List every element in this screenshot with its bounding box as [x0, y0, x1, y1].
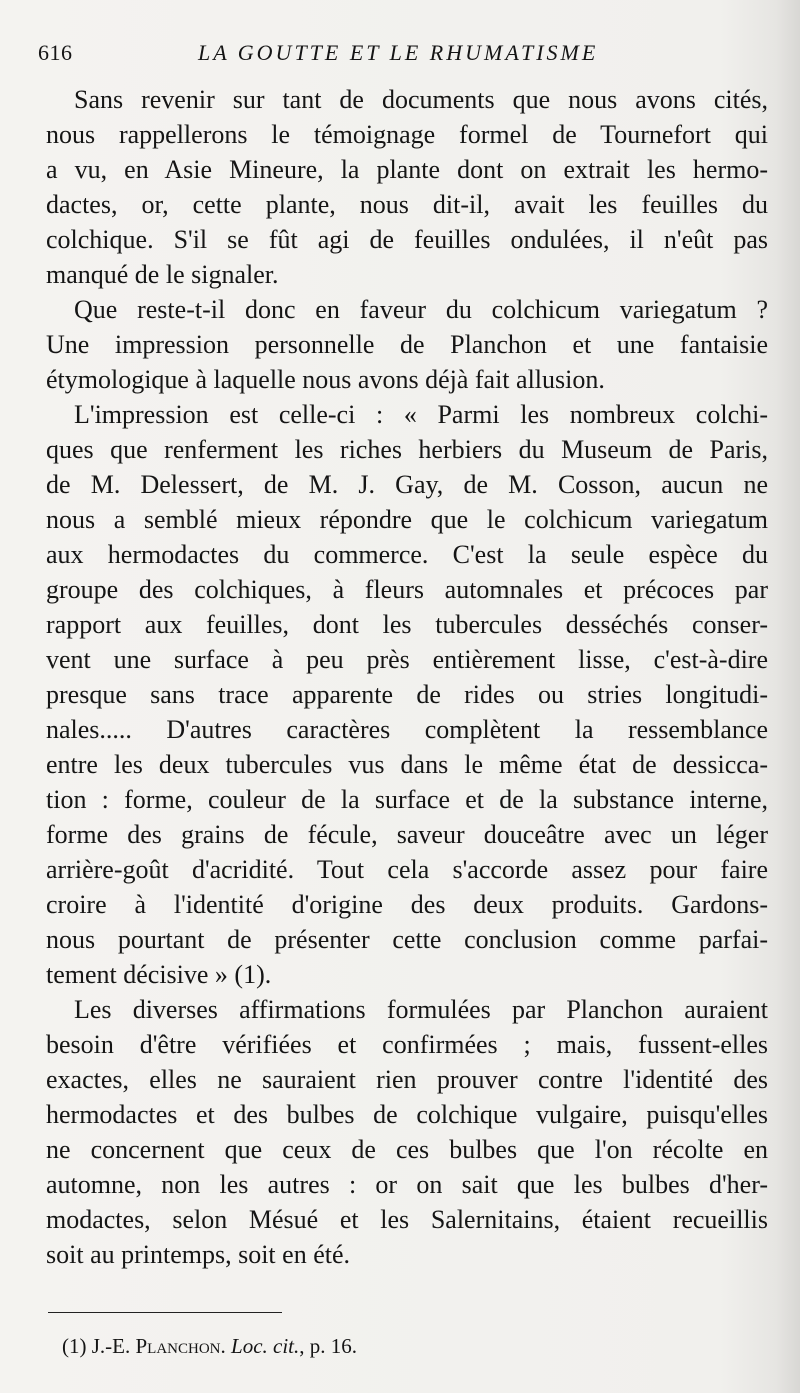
text-line: ques que renferment les riches herbiers du Museum de Paris,: [46, 435, 768, 464]
footnote-marker: (1): [62, 1334, 87, 1358]
text-line: entre les deux tubercules vus dans le même état de dessicca-: [46, 750, 768, 779]
text-line: presque sans trace apparente de rides ou stries longitudi-: [46, 680, 768, 709]
text-line: hermodactes et des bulbes de colchique vulgaire, puisqu'elles: [46, 1100, 768, 1129]
text-line: Les diverses affirmations formulées par Planchon auraient: [74, 995, 768, 1024]
footnote-rule: [48, 1312, 282, 1313]
text-line: vent une surface à peu près entièrement lisse, c'est-à-dire: [46, 645, 768, 674]
footnote: [62, 1332, 742, 1360]
text-line: tement décisive » (1).: [46, 960, 272, 989]
footnote-author: J.-E. Planchon.: [91, 1334, 226, 1358]
text-line: nous rappellerons le témoignage formel de Tournefort qui: [46, 120, 768, 149]
text-line: de M. Delessert, de M. J. Gay, de M. Cosson, aucun ne: [46, 470, 768, 499]
text-line: Que reste-t-il donc en faveur du colchicum variegatum ?: [74, 295, 768, 324]
text-line: exactes, elles ne sauraient rien prouver contre l'identité des: [46, 1065, 768, 1094]
text-line: automne, non les autres : or on sait que les bulbes d'her-: [46, 1170, 768, 1199]
footnote-page: , p. 16.: [299, 1334, 358, 1358]
page-number: 616: [38, 40, 73, 65]
footnote-reference: Loc. cit.: [231, 1334, 300, 1358]
text-line: croire à l'identité d'origine des deux produits. Gardons-: [46, 890, 768, 919]
body-text: [46, 82, 768, 1272]
text-line: soit au printemps, soit en été.: [46, 1240, 351, 1269]
text-line: colchique. S'il se fût agi de feuilles ondulées, il n'eût pas: [46, 225, 768, 254]
text-line: manqué de le signaler.: [46, 260, 279, 289]
text-line: arrière-goût d'acridité. Tout cela s'accorde assez pour faire: [46, 855, 768, 884]
text-line: aux hermodactes du commerce. C'est la seule espèce du: [46, 540, 768, 569]
text-line: modactes, selon Mésué et les Salernitains, étaient recueillis: [46, 1205, 768, 1234]
text-line: forme des grains de fécule, saveur douceâtre avec un léger: [46, 820, 768, 849]
text-line: a vu, en Asie Mineure, la plante dont on extrait les hermo-: [46, 155, 768, 184]
text-line: Une impression personnelle de Planchon et une fantaisie: [46, 330, 768, 359]
running-title: LA GOUTTE ET LE RHUMATISME: [198, 40, 599, 65]
running-header: [38, 40, 758, 70]
text-line: groupe des colchiques, à fleurs automnales et précoces par: [46, 575, 768, 604]
text-line: dactes, or, cette plante, nous dit-il, avait les feuilles du: [46, 190, 768, 219]
text-line: tion : forme, couleur de la surface et de la substance interne,: [46, 785, 768, 814]
text-line: besoin d'être vérifiées et confirmées ; mais, fussent-elles: [46, 1030, 768, 1059]
text-line: L'impression est celle-ci : « Parmi les nombreux colchi-: [74, 400, 768, 429]
text-line: ne concernent que ceux de ces bulbes que l'on récolte en: [46, 1135, 768, 1164]
text-line: Sans revenir sur tant de documents que nous avons cités,: [74, 85, 768, 114]
text-line: nous pourtant de présenter cette conclusion comme parfai-: [46, 925, 768, 954]
text-line: rapport aux feuilles, dont les tubercules desséchés conser-: [46, 610, 768, 639]
text-line: nous a semblé mieux répondre que le colchicum variegatum: [46, 505, 768, 534]
text-line: étymologique à laquelle nous avons déjà fait allusion.: [46, 365, 605, 394]
text-line: nales..... D'autres caractères complètent la ressemblance: [46, 715, 768, 744]
